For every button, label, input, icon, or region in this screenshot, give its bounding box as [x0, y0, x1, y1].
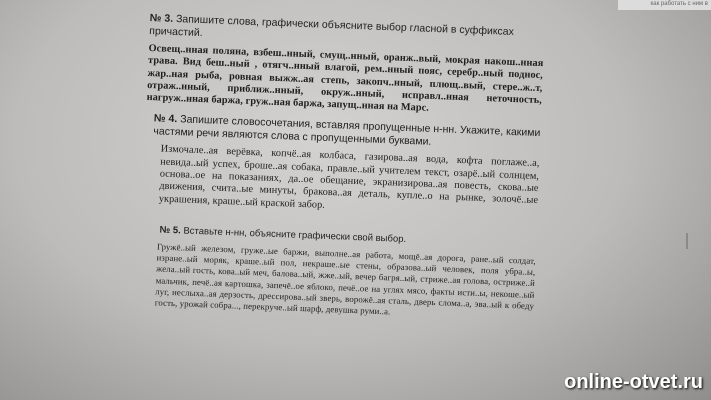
exercise-4-text: Измочале..ая верёвка, копчё..ая колбаса, газирова..ая вода, кофта поглаже..а, невида..ый успех, броше..ая собака, правле..ый учителем текст, озарё..ый солнцем, основа..ое на показаниях, да..ое обещание, экранизирова..ая повесть, скова..ые движения, счита..ые минуты, бракова..ая деталь, купле..о на рынке, золочё..ые украшения, краше..ый краской забор. [158, 144, 540, 211]
browser-corner-text: как работать с ним в [618, 0, 711, 10]
exercise-5-text: Гружё..ый железом, груже..ые баржи, выполне..ая работа, мощё..ая дорога, ране..ый солдат, изране..ый моряк, краше..ый пол, некраше..ые стены, образова..ый человек, поля убра..ы, жела..ый гость, кова..ый меч, балова..ый, жже..ый, вечер багря..ый, стриже..ая голова, остриже..й мальчик, печё..ая картошка, запечё..ое яблоко, печё..ое на углях мясо, факты исти..ы, некоше..ый луг, неслыха..ая дерзость, дрессирова..ый зверь, ворожё..ая сталь, дверь слома..а, эва..ый к обеду гость, урожай собра..., перекруче..ый шарф, девушка руми..а. [154, 241, 536, 317]
watermark: online-otvet.ru [564, 371, 703, 393]
exercise-4-task: Запишите словосочетания, вставляя пропущенные н-нн. Укажите, какими частями речи являются слова с пропущенными буквами. [153, 113, 541, 149]
exercise-4-number: № 4. [153, 112, 178, 126]
exercise-5-number: № 5. [159, 224, 181, 237]
exercise-5-task: Вставьте н-нн, объясните графически свой выбор. [183, 225, 407, 245]
exercise-3-text: Освещ..нная поляна, взбеш..нный, смущ..нный, оранж..вый, мокрая накош..нная трава. Вид беш..ный , отягч..нный влагой, рем..нный пояс, серебр..ный поднос, жар..ная рыба, ровная выжж..ая степь, закопч..нный, плющ..вый, стере..ж..т, отраж..нный, приближ..нный, окруж..нный, исправл..нная неточность, нагруж..нная баржа, груж..ная баржа, запущ..нная на Марс. [146, 42, 544, 114]
exercise-3-number: № 3. [149, 12, 174, 25]
textbook-page [138, 12, 544, 331]
exercise-3-task: Запишите слова, графически объясните выбор гласной в суффиксах причастий. [149, 13, 515, 40]
text-cursor [686, 233, 688, 249]
